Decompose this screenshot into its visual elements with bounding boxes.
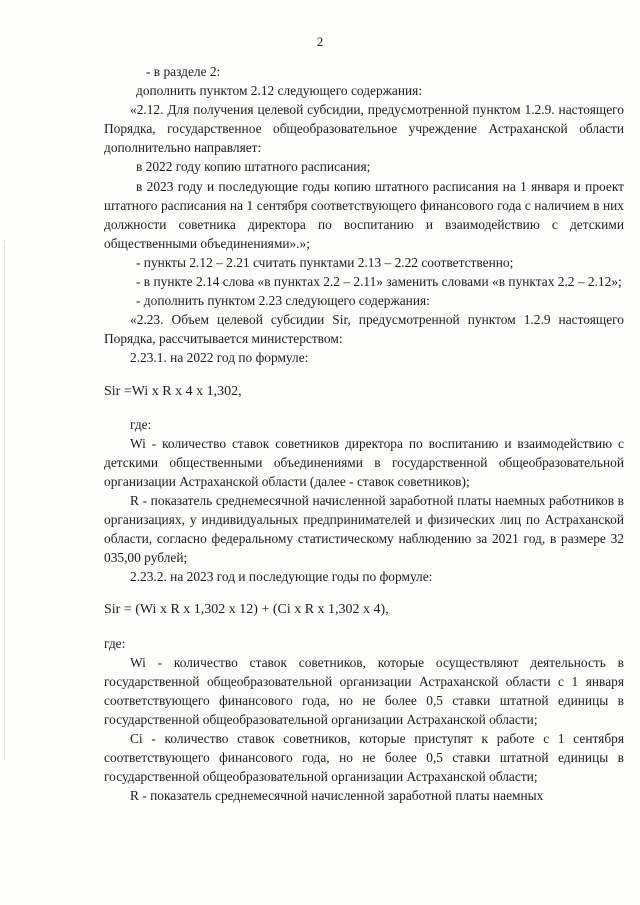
paragraph: где:: [130, 416, 152, 432]
paragraph: «2.12. Для получения целевой субсидии, предусмотренной пунктом 1.2.9. настоящего Порядка, государственное общеобразовательное учреждение Астраханской области дополнительно направляет:: [104, 102, 624, 156]
formula: Sir = (Wi x R x 1,302 x 12) + (Ci x R x 1,302 x 4),: [104, 602, 389, 618]
paragraph: где:: [104, 635, 126, 651]
paragraph: - дополнить пунктом 2.23 следующего содержания:: [136, 293, 430, 309]
paragraph: дополнить пунктом 2.12 следующего содержания:: [136, 83, 423, 99]
paragraph: - пункты 2.12 – 2.21 считать пунктами 2.13 – 2.22 соответственно;: [136, 254, 514, 270]
paragraph: «2.23. Объем целевой субсидии Sir, предусмотренной пунктом 1.2.9 настоящего Порядка, рассчитывается министерством:: [104, 312, 624, 347]
margin-line: [4, 240, 7, 760]
paragraph: Wi - количество ставок советников, которые осуществляют деятельность в государственной общеобразовательной организации Астраханской области с 1 января соответствующего финансового года, но не более 0,5 ставки штатной единицы в государственной общеобразовательной организации Астраханской области;: [104, 654, 624, 727]
paragraph: 2.23.1. на 2022 год по формуле:: [130, 350, 309, 366]
paragraph: R - показатель среднемесячной начисленной заработной платы наемных: [130, 788, 544, 804]
formula: Sir =Wi x R x 4 x 1,302,: [104, 383, 242, 399]
paragraph: - в пункте 2.14 слова «в пунктах 2.2 – 2.11» заменить словами «в пунктах 2.2 – 2.12»;: [136, 274, 622, 290]
paragraph: R - показатель среднемесячной начисленной заработной платы наемных работников в организациях, у индивидуальных предпринимателей и физических лиц по Астраханской области, согласно федеральному статистическому наблюдению за 2021 год, в размере 32 035,00 рублей;: [104, 492, 624, 566]
paragraph: в 2023 году и последующие годы копию штатного расписания на 1 января и проект штатного расписания на 1 сентября соответствующего финансового года с наличием в них должности советника директора по воспитанию и взаимодействию с детскими общественными объединениями».»;: [104, 178, 624, 251]
page-number: 2: [316, 34, 324, 49]
paragraph: в 2022 году копию штатного расписания;: [136, 159, 371, 175]
paragraph: 2.23.2. на 2023 год и последующие годы по формуле:: [130, 569, 433, 585]
paragraph: - в разделе 2:: [146, 64, 221, 79]
paragraph: Wi - количество ставок советников директора по воспитанию и взаимодействию с детскими общественными объединениями в государственной общеобразовательной организации Астраханской области (далее - ставок советников);: [104, 435, 624, 489]
document-body: [104, 62, 624, 805]
paragraph: Ci - количество ставок советников, которые приступят к работе с 1 сентября соответствующего финансового года, но не более 0,5 ставки штатной единицы в государственной общеобразовательной организации Астраханской области;: [104, 731, 624, 785]
